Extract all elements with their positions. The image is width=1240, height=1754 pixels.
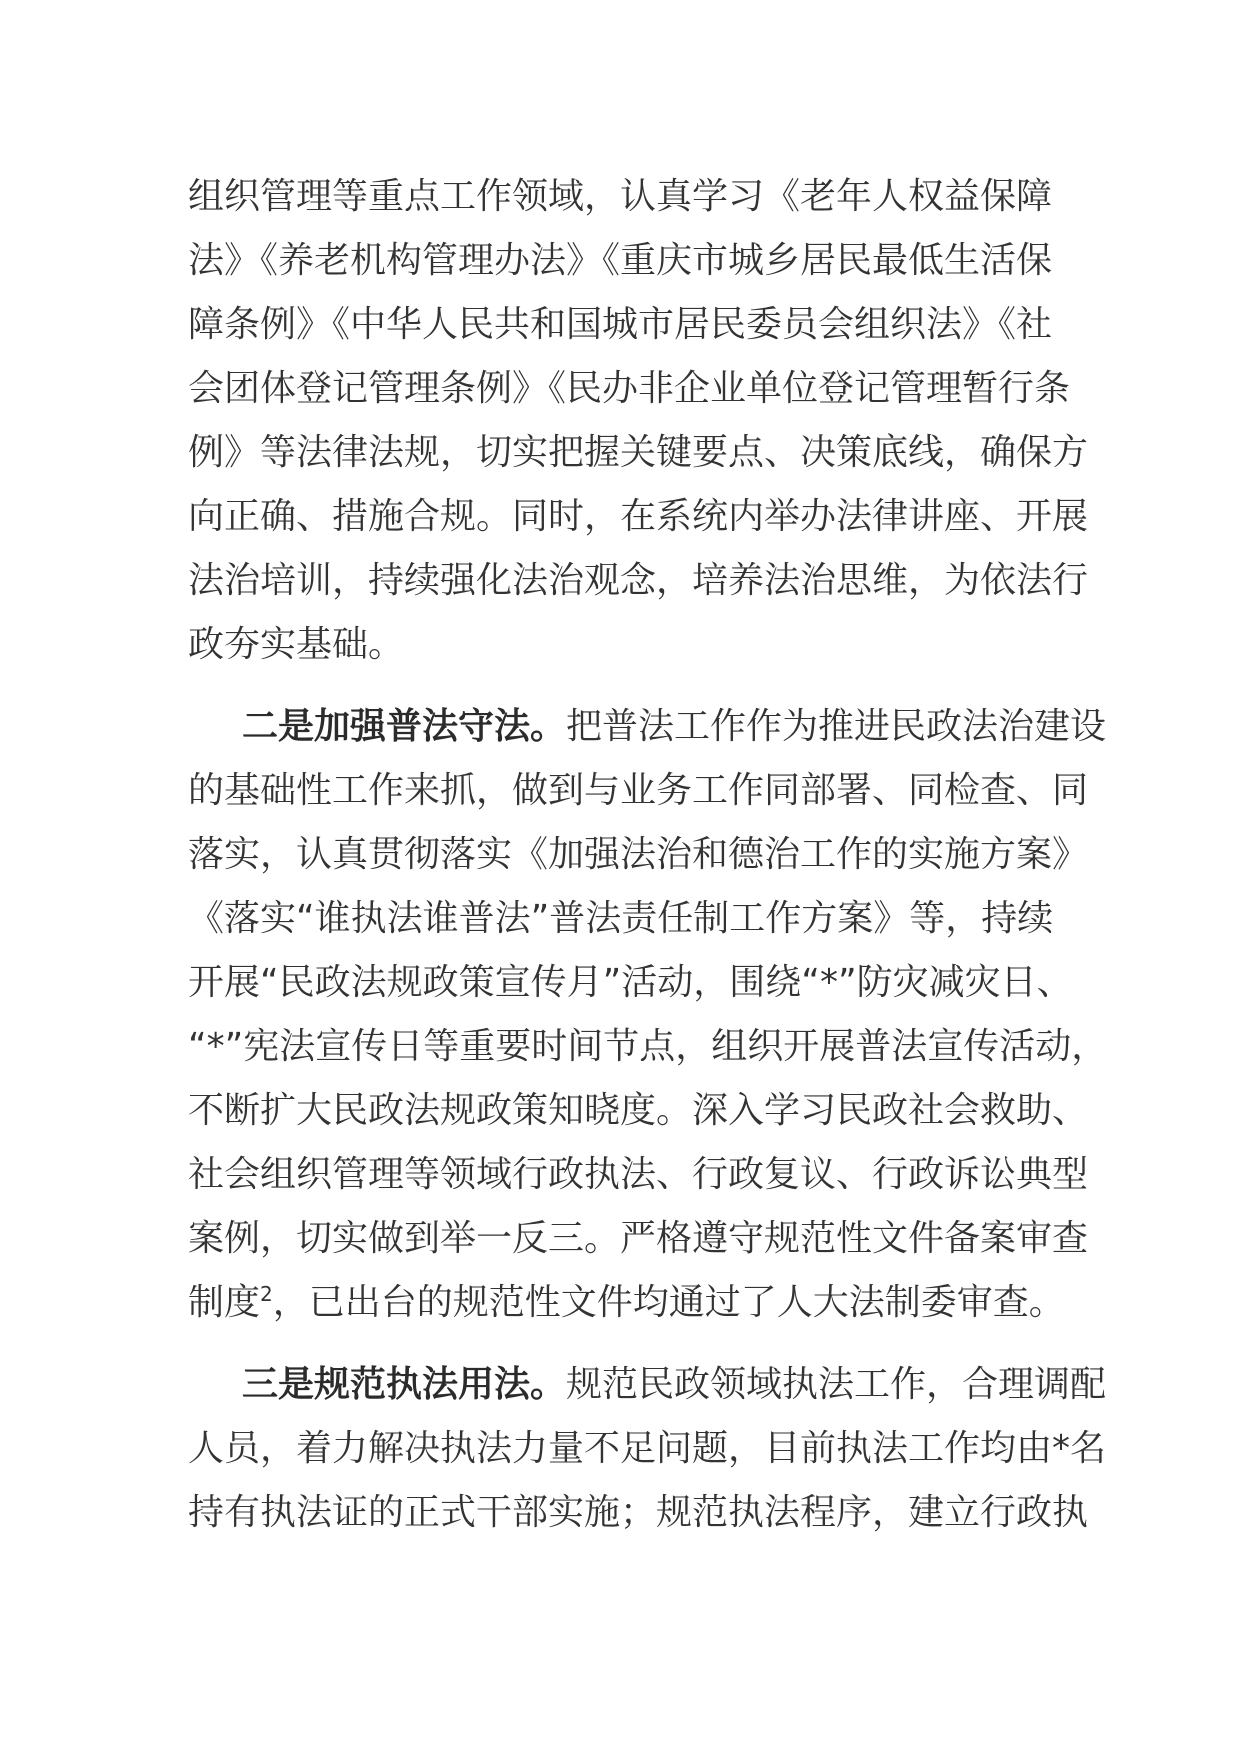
text-line-with-footnote	[188, 1271, 1088, 1335]
text-run: 制度	[188, 1282, 261, 1323]
paragraph-first-line	[188, 1353, 1107, 1417]
document-body	[188, 165, 1108, 1545]
text-line: 持有执法证的正式干部实施；规范执法程序，建立行政执	[188, 1492, 1089, 1533]
text-line: 《落实“谁执法谁普法”普法责任制工作方案》等，持续	[188, 898, 1054, 939]
paragraph-first-line	[188, 695, 1107, 759]
text-line: 障条例》《中华人民共和国城市居民委员会组织法》《社	[188, 304, 1053, 345]
text-line: 案例，切实做到举一反三。严格遵守规范性文件备案审查	[188, 1218, 1089, 1259]
paragraph-spacer	[188, 677, 1088, 695]
text-line: 法》《养老机构管理办法》《重庆市城乡居民最低生活保	[188, 240, 1053, 281]
text-line: 组织管理等重点工作领域，认真学习《老年人权益保障	[188, 176, 1053, 217]
text-line: 的基础性工作来抓，做到与业务工作同部署、同检查、同	[188, 770, 1089, 811]
text-line: 人员，着力解决执法力量不足问题，目前执法工作均由*名	[188, 1428, 1107, 1469]
text-run: ，已出台的规范性文件均通过了人大法制委审查。	[272, 1282, 1065, 1323]
text-line: 向正确、措施合规。同时，在系统内举办法律讲座、开展	[188, 496, 1089, 537]
text-run: 规范民政领域执法工作，合理调配	[566, 1364, 1107, 1405]
text-line: 开展“民政法规政策宣传月”活动，围绕“*”防灾减灾日、	[188, 962, 1073, 1003]
paragraph-3	[188, 1353, 1107, 1545]
text-line: 例》等法律法规，切实把握关键要点、决策底线，确保方	[188, 432, 1089, 473]
text-line: 社会组织管理等领域行政执法、行政复议、行政诉讼典型	[188, 1154, 1089, 1195]
paragraph-1	[188, 165, 1088, 677]
paragraph-heading: 三是规范执法用法。	[242, 1364, 567, 1405]
paragraph-heading: 二是加强普法守法。	[242, 706, 567, 747]
footnote-marker: 2	[260, 1282, 273, 1306]
paragraph-spacer	[188, 1335, 1088, 1353]
text-line: 政夯实基础。	[188, 624, 405, 665]
text-run: 把普法工作作为推进民政法治建设	[566, 706, 1107, 747]
text-line: 落实，认真贯彻落实《加强法治和德治工作的实施方案》	[188, 834, 1089, 875]
paragraph-2	[188, 695, 1108, 1335]
text-line: 法治培训，持续强化法治观念，培养法治思维，为依法行	[188, 560, 1089, 601]
text-line: 不断扩大民政法规政策知晓度。深入学习民政社会救助、	[188, 1090, 1089, 1131]
text-line: “*”宪法宣传日等重要时间节点，组织开展普法宣传活动，	[188, 1026, 1108, 1067]
text-line: 会团体登记管理条例》《民办非企业单位登记管理暂行条	[188, 368, 1071, 409]
